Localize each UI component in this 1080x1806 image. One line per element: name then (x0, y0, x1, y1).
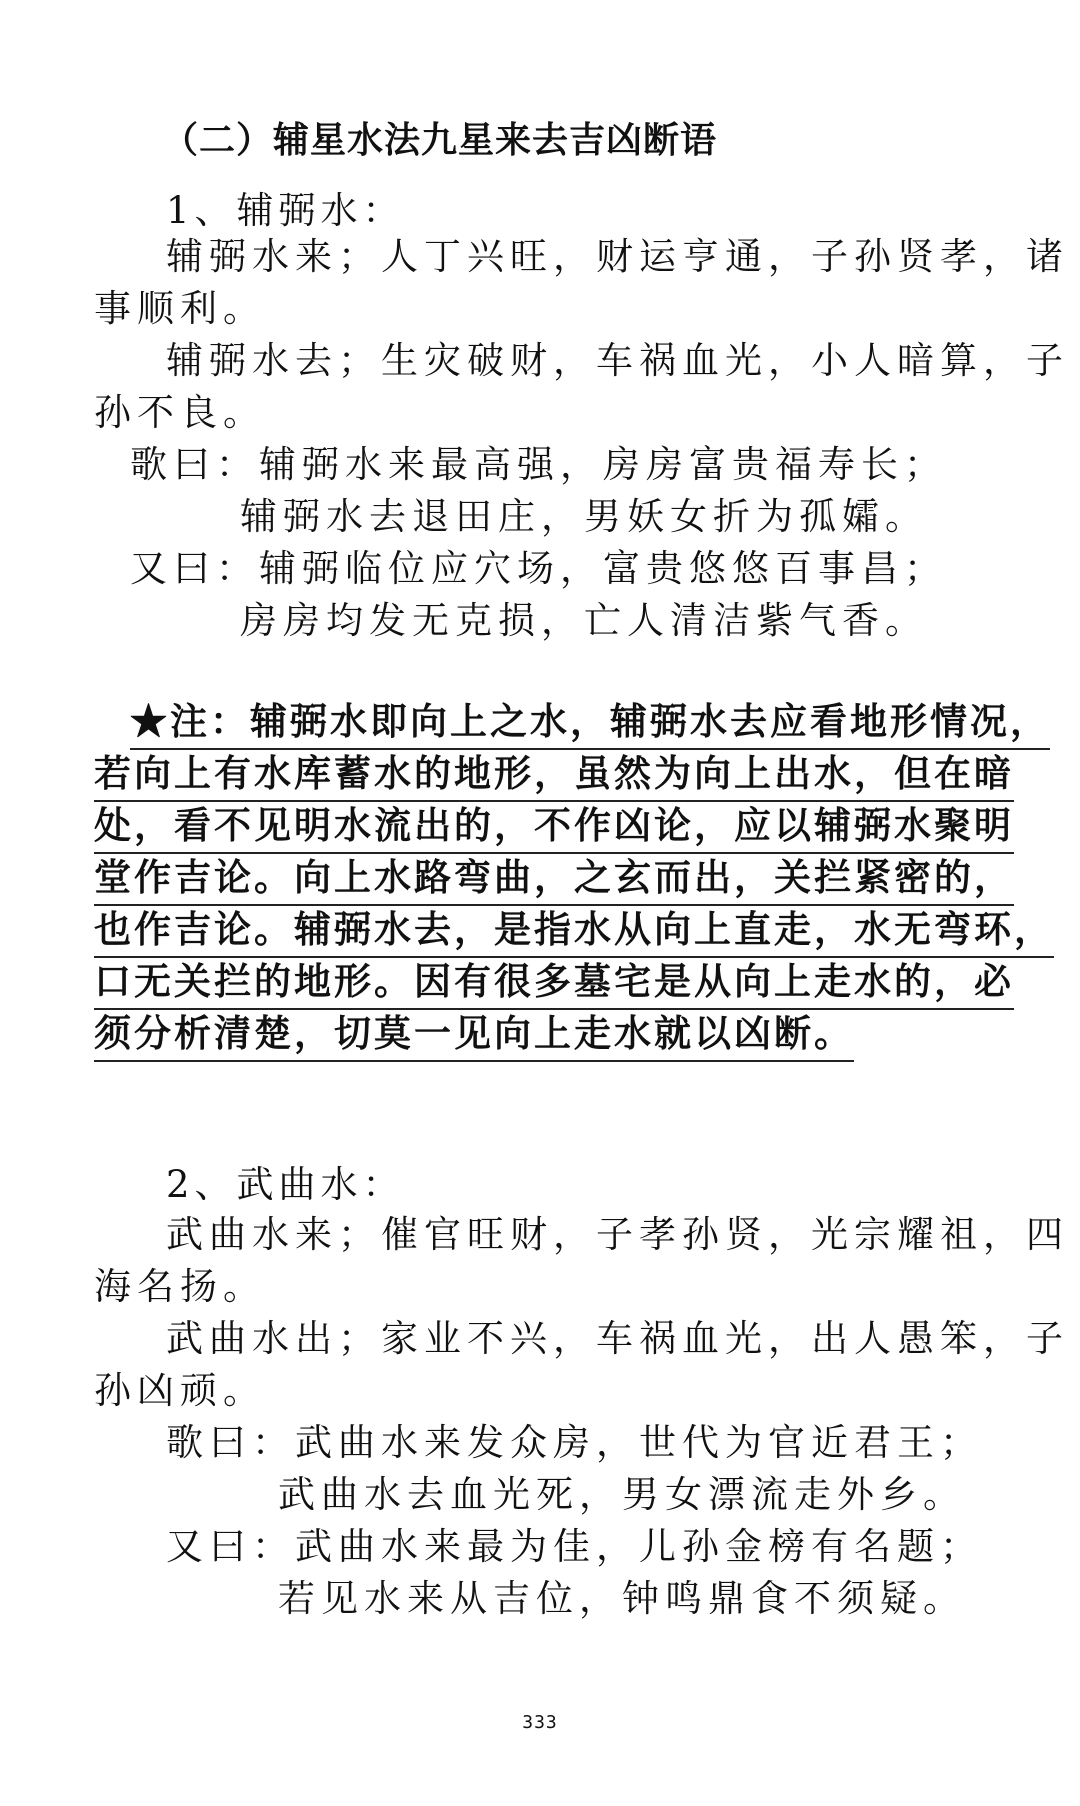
poem-line: 又曰：武曲水来最为佳，儿孙金榜有名题； (166, 1525, 983, 1568)
text-line: 辅弼水去；生灾破财，车祸血光，小人暗算，子 (166, 339, 1069, 382)
note-line: 处，看不见明水流出的，不作凶论，应以辅弼水聚明 (94, 800, 1014, 854)
poem-line: 若见水来从吉位，钟鸣鼎食不须疑。 (278, 1577, 966, 1620)
text-line: 孙凶顽。 (94, 1369, 266, 1412)
poem-line: 又曰：辅弼临位应穴场，富贵悠悠百事昌； (130, 547, 947, 590)
page-number: 333 (522, 1712, 558, 1733)
text-line: 武曲水来；催官旺财，子孝孙贤，光宗耀祖，四 (166, 1213, 1069, 1256)
note-line: ★注：辅弼水即向上之水，辅弼水去应看地形情况， (130, 696, 1050, 750)
poem-line: 武曲水去血光死，男女漂流走外乡。 (278, 1473, 966, 1516)
note-line: 口无关拦的地形。因有很多墓宅是从向上走水的，必 (94, 956, 1014, 1010)
section-heading-fubi: 1、辅弼水： (166, 189, 405, 232)
poem-line: 房房均发无克损，亡人清洁紫气香。 (240, 599, 928, 642)
text-line: 孙不良。 (94, 391, 266, 434)
section-title: （二）辅星水法九星来去吉凶断语 (162, 120, 718, 161)
text-line: 武曲水出；家业不兴，车祸血光，出人愚笨，子 (166, 1317, 1069, 1360)
text-line: 辅弼水来；人丁兴旺，财运亨通，子孙贤孝，诸 (166, 235, 1069, 278)
note-line: 若向上有水库蓄水的地形，虽然为向上出水，但在暗 (94, 748, 1014, 802)
note-line: 须分析清楚，切莫一见向上走水就以凶断。 (94, 1008, 854, 1062)
text-line: 海名扬。 (94, 1265, 266, 1308)
poem-line: 辅弼水去退田庄，男妖女折为孤孀。 (240, 495, 928, 538)
note-line: 也作吉论。辅弼水去，是指水从向上直走，水无弯环， (94, 904, 1054, 958)
section-heading-wuqu: 2、武曲水： (166, 1163, 405, 1206)
poem-line: 歌曰：辅弼水来最高强，房房富贵福寿长； (130, 443, 947, 486)
note-line: 堂作吉论。向上水路弯曲，之玄而出，关拦紧密的， (94, 852, 1014, 906)
text-line: 事顺利。 (94, 287, 266, 330)
poem-line: 歌曰：武曲水来发众房，世代为官近君王； (166, 1421, 983, 1464)
